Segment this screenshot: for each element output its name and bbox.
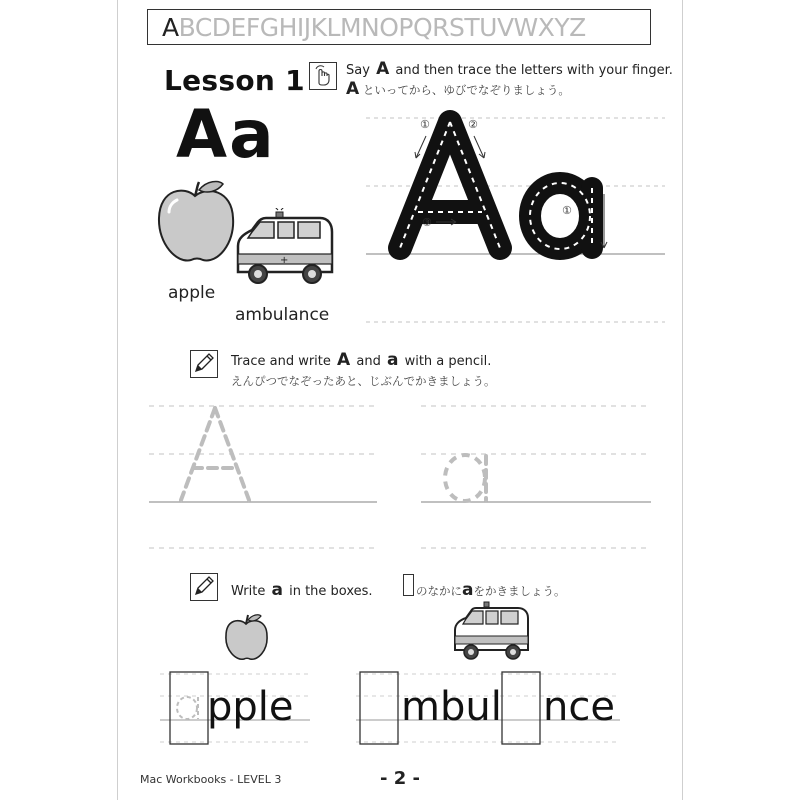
section2-instruction-pre: Trace and write [231,354,331,369]
alphabet-highlight-letter: A [162,13,179,42]
section2-and: and [356,354,381,369]
footer-series: Mac Workbooks - LEVEL 3 [140,773,282,786]
svg-text:+: + [280,255,289,266]
small-ambulance-icon [452,600,532,662]
page-number: - 2 - [380,768,420,789]
page-edge-right [682,0,683,800]
pencil-trace-area [145,398,655,558]
section2-jp-instruction: えんぴつでなぞったあと、じぶんでかきましょう。 [231,374,496,388]
ambulance-label: ambulance [235,305,330,325]
section3-jp-letter: a [462,580,474,600]
apple-label: apple [168,283,216,303]
lesson-letters: Aa [176,96,276,173]
section3-instruction-pre: Write [231,584,266,599]
section1-jp-letter: A [346,79,360,99]
section1-letter: A [376,59,390,79]
page-edge-left [117,0,118,800]
box-symbol-icon [403,574,414,596]
small-apple-icon [223,612,269,664]
stroke-number-3: ③ [422,216,432,229]
section2-lower-letter: a [386,350,399,370]
stroke-number-2: ② [468,118,478,131]
section3-jp-pre: のなかに [416,584,462,598]
finger-trace-icon [309,62,337,90]
section1-instruction-pre: Say [346,63,370,78]
section3-letter: a [271,580,283,600]
ambulance-illustration-icon [234,208,338,292]
section1-instruction-post: and then trace the letters with your finger. [395,63,673,78]
section1-jp-instruction: といってから、ゆびでなぞりましょう。 [362,83,570,97]
alphabet-header [147,9,651,45]
word-ambulance-part2: nce [543,684,615,730]
stroke-number-4: ① [562,204,572,217]
finger-trace-area [360,108,670,328]
section3-instruction-post: in the boxes. [289,584,373,599]
word-ambulance-part1: mbul [401,684,502,730]
section3-jp-post: をかきましょう。 [473,584,566,598]
alphabet-rest: BCDEFGHIJKLMNOPQRSTUVWXYZ [178,13,586,42]
section2-instruction-post: with a pencil. [404,354,492,369]
lesson-title: Lesson 1 [164,64,305,97]
section2-upper-letter: A [337,350,351,370]
pencil-icon [190,350,218,378]
stroke-number-1: ① [420,118,430,131]
word-apple-rest: pple [207,684,294,730]
apple-illustration-icon [155,178,237,268]
pencil-icon-2 [190,573,218,601]
